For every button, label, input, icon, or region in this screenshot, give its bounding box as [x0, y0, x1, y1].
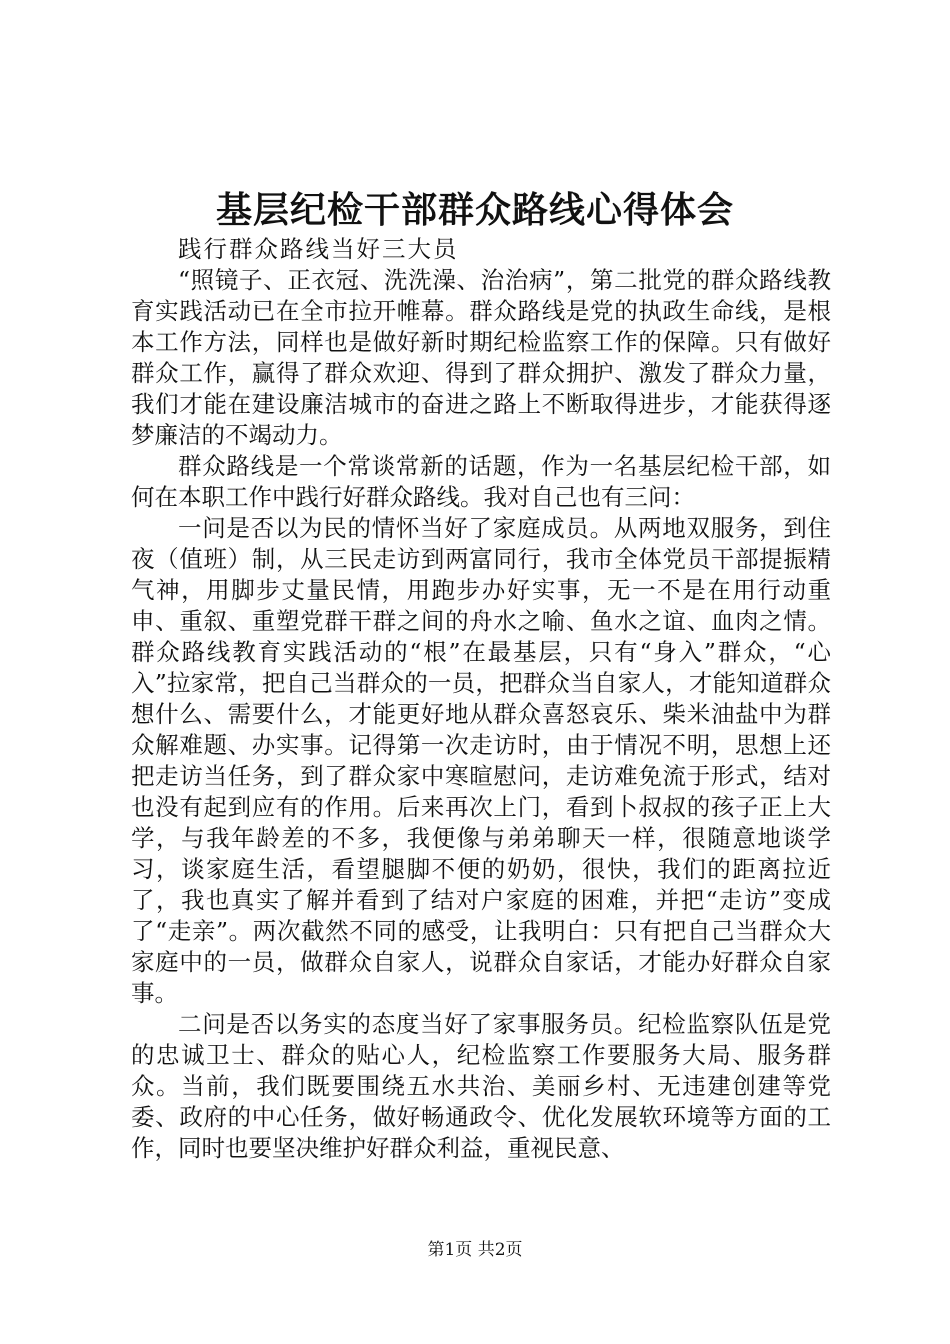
- paragraph-2: 群众路线是一个常谈常新的话题，作为一名基层纪检干部，如何在本职工作中践行好群众路线。我对自己也有三问：: [131, 452, 831, 511]
- paragraph-4: 二问是否以务实的态度当好了家事服务员。纪检监察队伍是党的忠诚卫士、群众的贴心人，纪检监察工作要服务大局、服务群众。当前，我们既要围绕五水共治、美丽乡村、无违建创建等党委、政府的中心任务，做好畅通政令、优化发展软环境等方面的工作，同时也要坚决维护好群众利益，重视民意、: [131, 1010, 831, 1162]
- page-footer: 第1页 共2页: [427, 1240, 523, 1260]
- paragraph-1: “照镜子、正衣冠、洗洗澡、治治病”，第二批党的群众路线教育实践活动已在全市拉开帷幕。群众路线是党的执政生命线，是根本工作方法，同样也是做好新时期纪检监察工作的保障。只有做好群众工作，赢得了群众欢迎、得到了群众拥护、激发了群众力量，我们才能在建设廉洁城市的奋进之路上不断取得进步，才能获得逐梦廉洁的不竭动力。: [131, 266, 831, 449]
- document-body: [131, 234, 831, 1164]
- document-subtitle: 践行群众路线当好三大员: [178, 235, 459, 263]
- paragraph-3: 一问是否以为民的情怀当好了家庭成员。从两地双服务，到住夜（值班）制，从三民走访到两富同行，我市全体党员干部提振精气神，用脚步丈量民情，用跑步办好实事，无一不是在用行动重申、重叙、重塑党群干群之间的舟水之喻、鱼水之谊、血肉之情。群众路线教育实践活动的“根”在最基层，只有“身入”群众，“心入”拉家常，把自己当群众的一员，把群众当自家人，才能知道群众想什么、需要什么，才能更好地从群众喜怒哀乐、柴米油盐中为群众解难题、办实事。记得第一次走访时，由于情况不明，思想上还把走访当任务，到了群众家中寒暄慰问，走访难免流于形式，结对也没有起到应有的作用。后来再次上门，看到卜叔叔的孩子正上大学，与我年龄差的不多，我便像与弟弟聊天一样，很随意地谈学习，谈家庭生活，看望腿脚不便的奶奶，很快，我们的距离拉近了，我也真实了解并看到了结对户家庭的困难，并把“走访”变成了“走亲”。两次截然不同的感受，让我明白：只有把自己当群众大家庭中的一员，做群众自家人，说群众自家话，才能办好群众自家事。: [131, 514, 831, 1007]
- document-title: 基层纪检干部群众路线心得体会: [215, 189, 734, 231]
